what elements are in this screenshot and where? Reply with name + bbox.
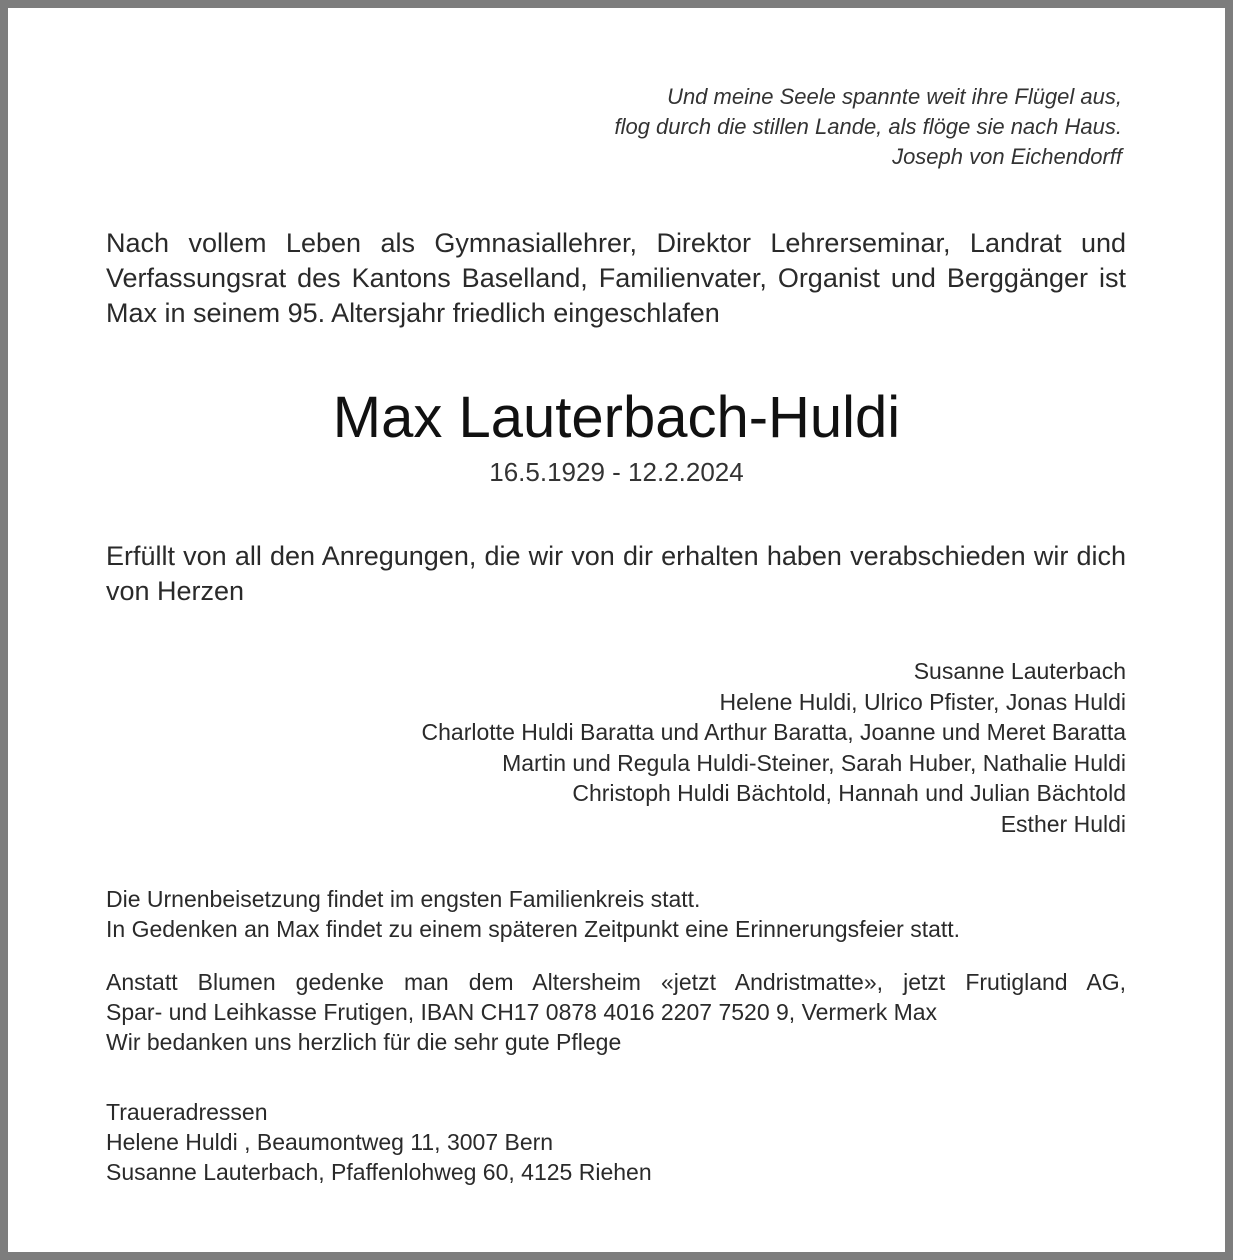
mourner-line: Charlotte Huldi Baratta und Arthur Baratta, Joanne und Meret Baratta — [421, 719, 1126, 745]
mourner-line: Martin und Regula Huldi-Steiner, Sarah Huber, Nathalie Huldi — [502, 749, 1126, 776]
mourner-line: Christoph Huldi Bächtold, Hannah und Julian Bächtold — [572, 780, 1126, 806]
donation-line: Anstatt Blumen gedenke man dem Altersheim «jetzt Andristmatte», jetzt Frutigland AG, — [106, 969, 1126, 995]
intro-paragraph: Nach vollem Leben als Gymnasiallehrer, Direktor Lehrerseminar, Landrat und Verfassungsrat des Kantons Baselland, Familienvater, Organist und Berggänger ist Max in seinem 95. Altersjahr friedlich eingeschlafen — [106, 228, 1126, 328]
deceased-name: Max Lauterbach-Huldi — [332, 385, 901, 450]
motto-line: Und meine Seele spannte weit ihre Flügel aus, — [667, 84, 1122, 109]
donation-line: Wir bedanken uns herzlich für die sehr gute Pflege — [106, 1029, 622, 1055]
addresses-heading: Traueradressen — [106, 1099, 268, 1125]
mourning-addresses — [106, 1097, 1126, 1187]
motto-line: flog durch die stillen Lande, als flöge sie nach Haus. — [614, 114, 1122, 139]
donation-notice — [106, 967, 1126, 1057]
motto-quote — [422, 82, 1122, 172]
address-line: Susanne Lauterbach, Pfaffenlohweg 60, 4125 Riehen — [106, 1159, 652, 1185]
motto-author: Joseph von Eichendorff — [892, 144, 1122, 169]
farewell-paragraph: Erfüllt von all den Anregungen, die wir von dir erhalten haben verabschieden wir dich von Herzen — [106, 541, 1126, 606]
mourners-list — [226, 656, 1126, 839]
mourner-line: Esther Huldi — [1000, 810, 1126, 837]
obituary-page — [8, 8, 1225, 1252]
burial-line: In Gedenken an Max findet zu einem späteren Zeitpunkt eine Erinnerungsfeier statt. — [106, 916, 961, 942]
mourner-line: Helene Huldi, Ulrico Pfister, Jonas Huldi — [719, 688, 1126, 715]
mourner-line: Susanne Lauterbach — [913, 658, 1126, 684]
address-line: Helene Huldi , Beaumontweg 11, 3007 Bern — [106, 1129, 554, 1155]
donation-line: Spar- und Leihkasse Frutigen, IBAN CH17 0878 4016 2207 7520 9, Vermerk Max — [106, 999, 938, 1025]
burial-line: Die Urnenbeisetzung findet im engsten Familienkreis statt. — [106, 886, 701, 912]
life-dates: 16.5.1929 - 12.2.2024 — [489, 457, 744, 487]
burial-notice — [106, 884, 1126, 944]
